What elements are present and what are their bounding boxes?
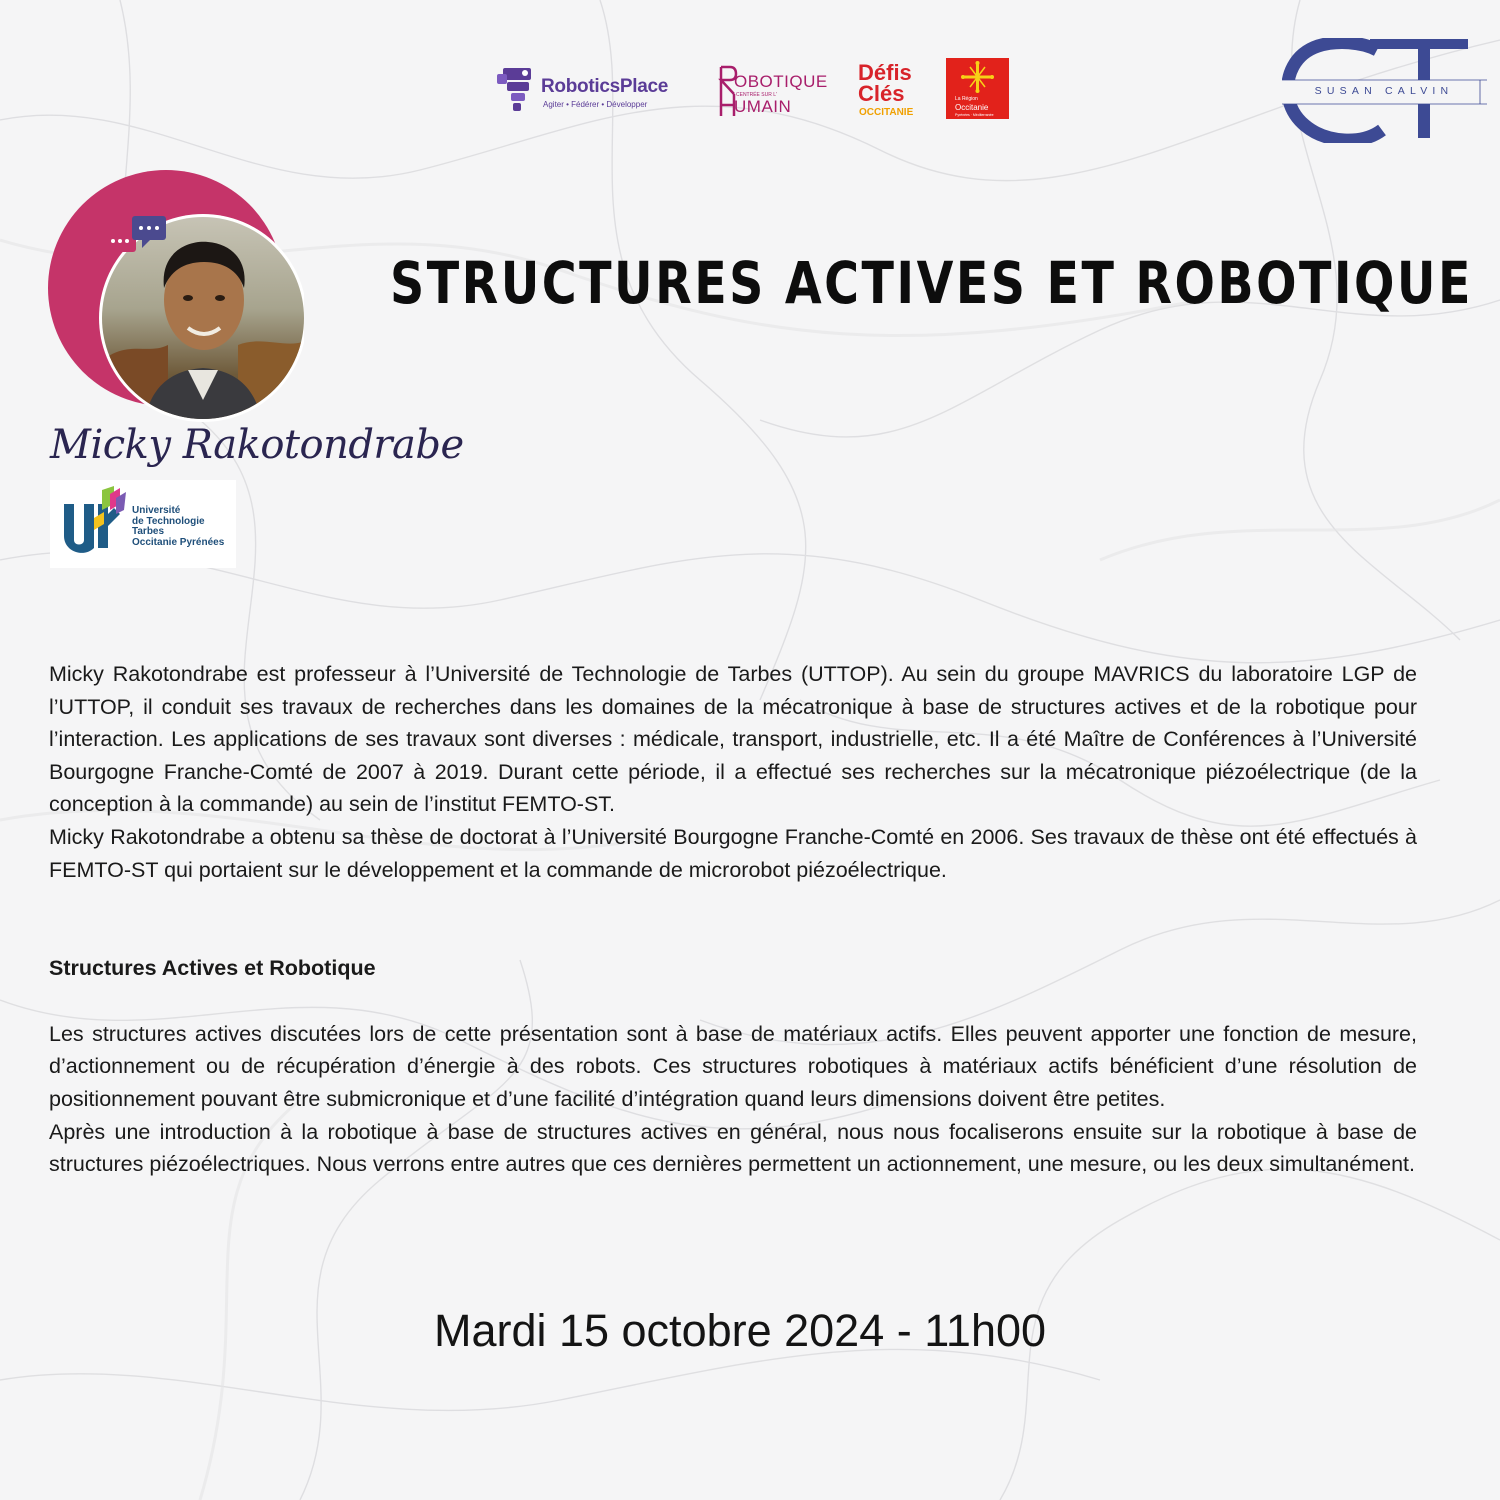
abstract-paragraph: Après une introduction à la robotique à base de structures actives en général, nous nous focaliserons ensuite sur la robotique à base de structures piézoélectriques. Nous verrons entre autres que ces dernières permettent un actionnement, une mesure, ou les deux simultanément. bbox=[49, 1119, 1417, 1177]
defis-cles-line2: Clés bbox=[858, 81, 905, 106]
utt-line: Tarbes bbox=[132, 526, 165, 537]
region-line2: Occitanie bbox=[955, 103, 989, 112]
robotics-place-emblem-icon bbox=[497, 64, 539, 120]
utt-line: Occitanie Pyrénées bbox=[132, 536, 225, 548]
utt-logo bbox=[50, 480, 236, 568]
abstract-paragraph: Les structures actives discutées lors de cette présentation sont à base de matériaux actifs. Elles peuvent apporter une fonction de mesure, d’actionnement ou de récupération d’énergie à des robots. Ces structures robotiques à matériaux actifs bénéficient d’une résolution de positionnement pouvant être submicronique et d’une facilité d’intégration quand leurs dimensions doivent être petites. bbox=[49, 1021, 1417, 1111]
utt-emblem-icon bbox=[58, 484, 138, 564]
region-line1: La Région bbox=[955, 96, 978, 102]
defis-cles-line1: Défis bbox=[858, 60, 912, 85]
robotique-humain-line2: UMAIN bbox=[734, 97, 792, 116]
utt-line: Université bbox=[132, 505, 181, 516]
utt-logo-text bbox=[132, 506, 224, 548]
robotique-humain-line1: OBOTIQUE bbox=[734, 72, 828, 91]
robotics-place-name: RoboticsPlace bbox=[541, 76, 669, 97]
utt-line: de Technologie bbox=[132, 515, 205, 527]
defis-cles-logo bbox=[858, 60, 938, 122]
ct-susan-calvin-logo bbox=[1282, 38, 1487, 143]
speaker-photo bbox=[48, 170, 304, 426]
abstract-heading: Structures Actives et Robotique bbox=[49, 956, 376, 981]
region-occitanie-logo bbox=[946, 58, 1009, 119]
speaker-name: Micky Rakotondrabe bbox=[50, 422, 464, 468]
event-date: Mardi 15 octobre 2024 - 11h00 bbox=[433, 1305, 1047, 1356]
robotique-humain-logo bbox=[718, 64, 848, 118]
defis-cles-line3: OCCITANIE bbox=[859, 107, 914, 118]
content-body bbox=[49, 658, 1417, 1181]
bio-paragraph: Micky Rakotondrabe est professeur à l’Université de Technologie de Tarbes (UTTOP). Au sein du groupe MAVRICS du laboratoire LGP de l’UTTOP, il conduit ses travaux de recherches dans les domaines de la mécatronique à base de structures actives et de la robotique pour l’interaction. Les applications de ses travaux sont diverses : médicale, transport, industrielle, etc. Il a été Maître de Conférences à l’Université Bourgogne Franche-Comté de 2007 à 2019. Durant cette période, il a effectué ses recherches sur la mécatronique piézoélectrique (de la conception à la commande) au sein de l’institut FEMTO-ST. bbox=[49, 662, 1417, 817]
robotics-place-logo bbox=[497, 62, 707, 120]
page-title: STRUCTURES ACTIVES ET ROBOTIQUE bbox=[390, 249, 1473, 317]
bio-paragraph: Micky Rakotondrabe a obtenu sa thèse de doctorat à l’Université Bourgogne Franche-Comté en 2006. Ses travaux de thèse ont été effectués à FEMTO-ST qui portaient sur le développement et la commande de microrobot piézoélectrique. bbox=[49, 824, 1417, 882]
occitan-cross-icon bbox=[946, 58, 1009, 94]
robotics-place-tagline: Agiter • Fédérer • Développer bbox=[543, 100, 648, 109]
region-line3: Pyrénées · Méditerranée bbox=[955, 113, 994, 117]
ct-logo-text: SUSAN CALVIN bbox=[1314, 85, 1454, 97]
robotique-humain-small: CENTRÉE SUR L' bbox=[736, 92, 777, 98]
